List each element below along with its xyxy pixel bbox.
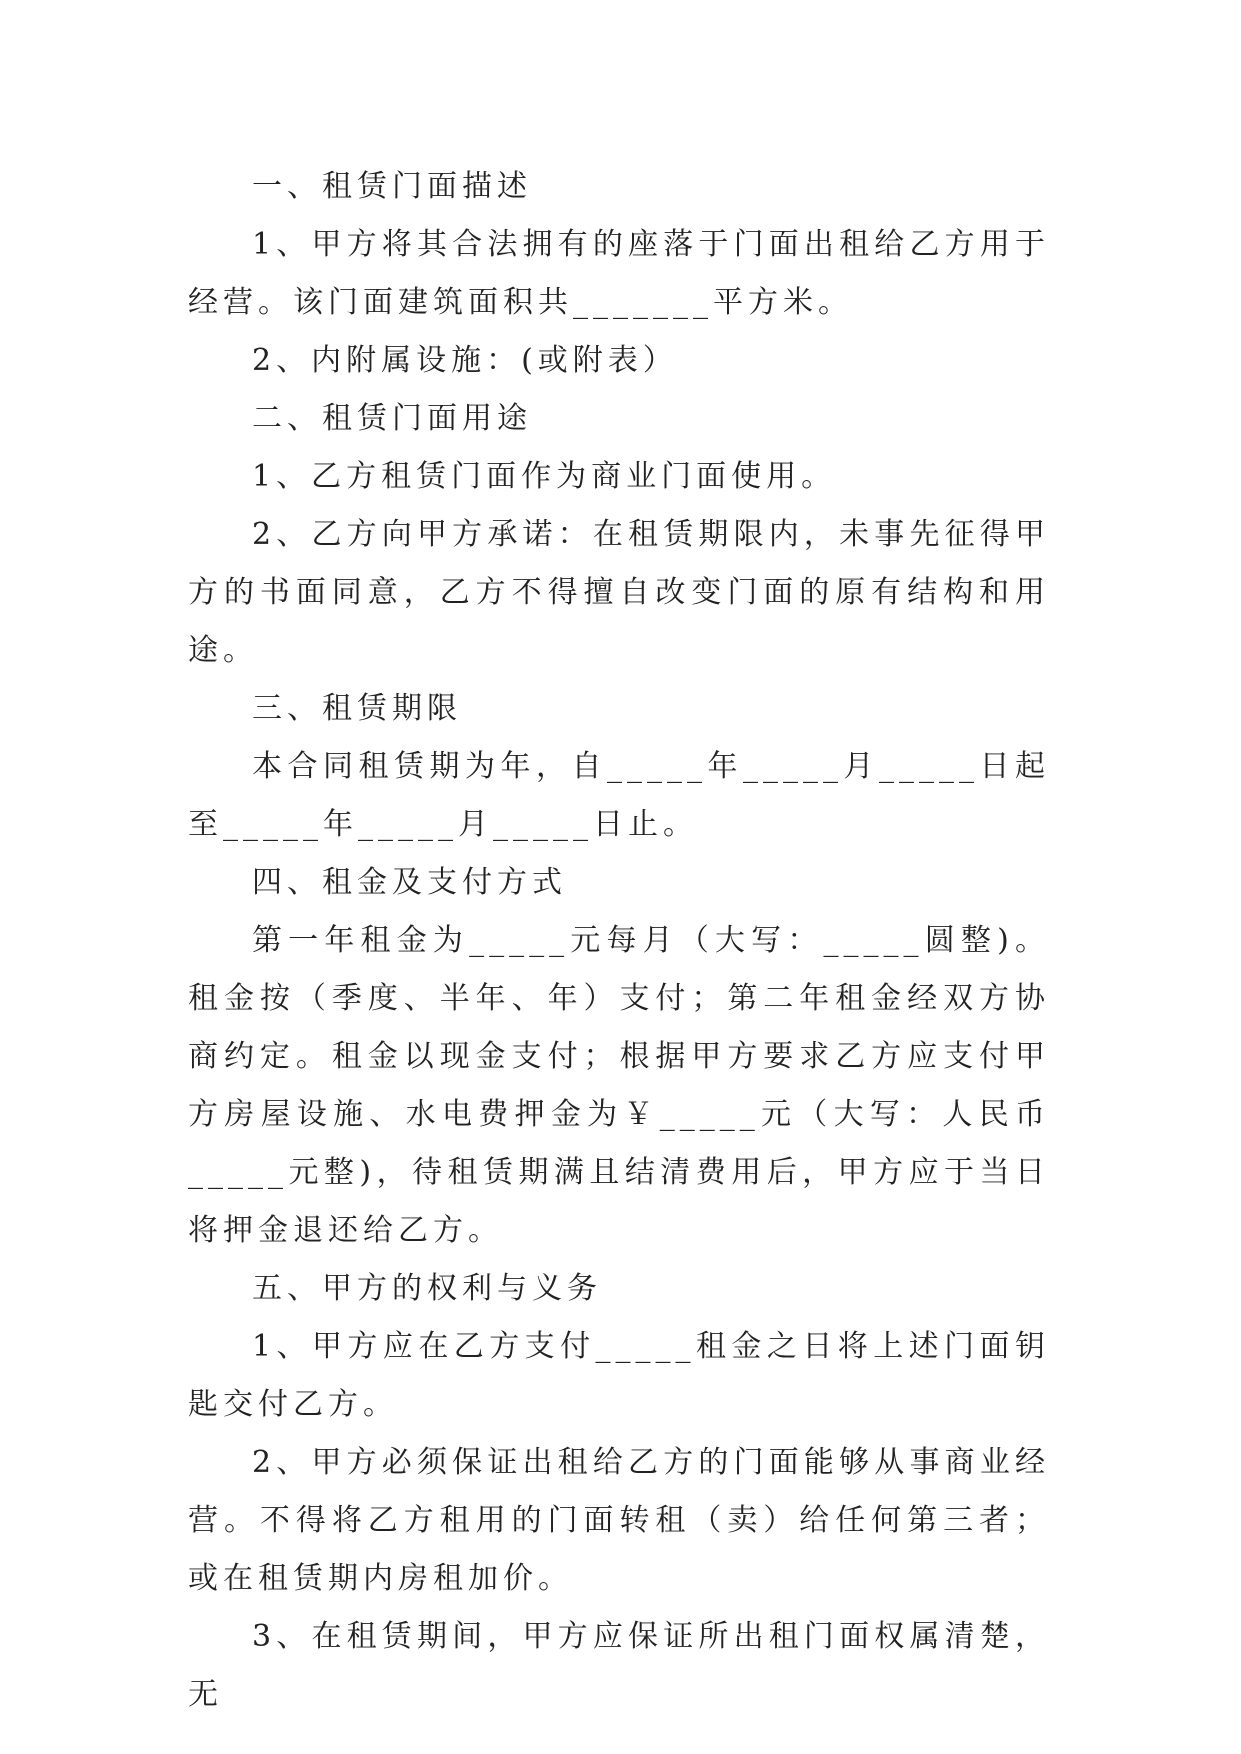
clause-2-1: 1、乙方租赁门面作为商业门面使用。 <box>252 459 837 494</box>
clause-5-1: 1、甲方应在乙方支付_____租金之日将上述门面钥匙交付乙方。 <box>188 1329 1050 1422</box>
clause-5-3: 3、在租赁期间，甲方应保证所出租门面权属清楚，无 <box>188 1619 1050 1712</box>
section-heading-1: 一、租赁门面描述 <box>252 169 532 204</box>
clause-2-2: 2、乙方向甲方承诺：在租赁期限内，未事先征得甲方的书面同意，乙方不得擅自改变门面的原有结构和用途。 <box>188 517 1050 668</box>
section-heading-2: 二、租赁门面用途 <box>252 401 532 436</box>
clause-5-2: 2、甲方必须保证出租给乙方的门面能够从事商业经营。不得将乙方租用的门面转租（卖）给任何第三者；或在租赁期内房租加价。 <box>188 1445 1050 1596</box>
clause-3-term: 本合同租赁期为年，自_____年_____月_____日起至_____年_____月_____日止。 <box>188 749 1050 842</box>
section-heading-4: 四、租金及支付方式 <box>252 865 567 900</box>
clause-4-rent: 第一年租金为_____元每月（大写：_____圆整)。租金按（季度、半年、年）支付；第二年租金经双方协商约定。租金以现金支付；根据甲方要求乙方应支付甲方房屋设施、水电费押金为￥_____元（大写：人民币_____元整)，待租赁期满且结清费用后，甲方应于当日将押金退还给乙方。 <box>188 923 1050 1248</box>
document-body <box>188 158 1050 1724</box>
section-heading-3: 三、租赁期限 <box>252 691 462 726</box>
clause-1-1: 1、甲方将其合法拥有的座落于门面出租给乙方用于经营。该门面建筑面积共_______平方米。 <box>188 227 1050 320</box>
clause-1-2: 2、内附属设施：(或附表） <box>252 343 678 378</box>
section-heading-5: 五、甲方的权利与义务 <box>252 1271 602 1306</box>
